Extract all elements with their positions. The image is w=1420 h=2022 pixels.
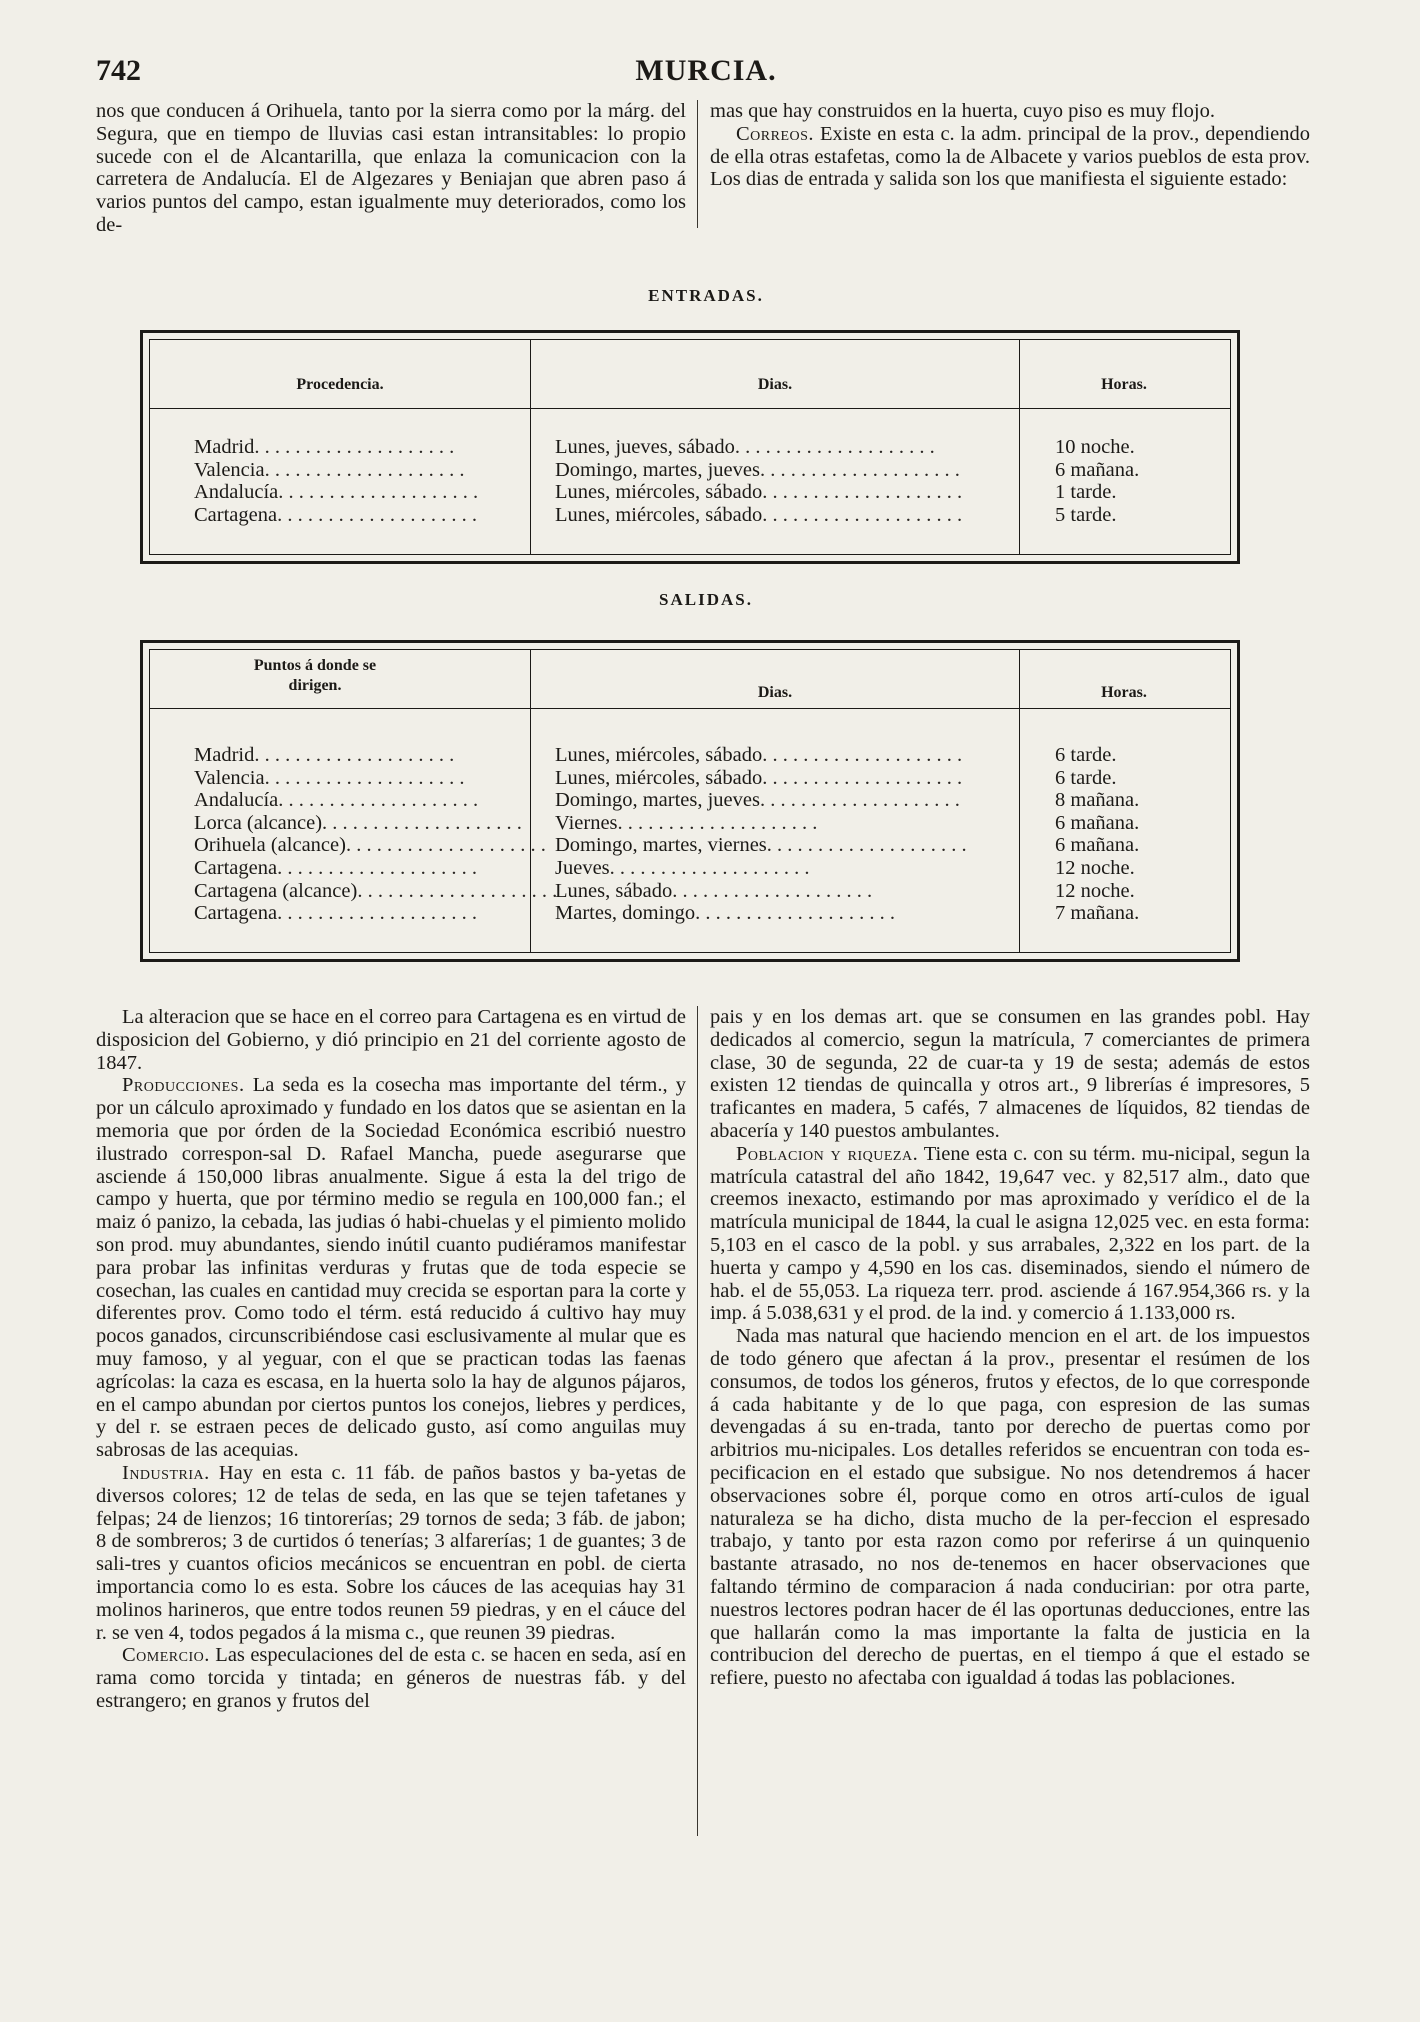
correos-paragraph (710, 123, 1310, 191)
table-row (150, 767, 1230, 790)
producciones-text: La seda es la cosecha mas importante del térm., y por un cálculo aproximado y fundado en los datos que se asientan en la memoria que por órden de la Sociedad Económica escribió nuestro ilustrado correspon-sal D. Rafael Mancha, puede asegurarse que asciende á 150,000 libras anualmente. Sigue á esta la del trigo de campo y huerta, que por término medio se regula en 100,000 fan.; el maiz ó panizo, la cebada, las judias ó habi-chuelas y el pimiento molido son prod. muy abundantes, siendo inútil cuanto pudiéramos manifestar para probar las infinitas verduras y frutas que de toda especie se cosechan, las cuales en cantidad muy crecida se esportan para la corte y diferentes prov. Como todo el térm. está reducido á cultivo hay muy pocos ganados, circunscribiéndose casi esclusivamente al mular que es muy famoso, y al yeguar, con el que se practican todas las faenas agrícolas: la caza es escasa, en la huerta solo la hay de algunos pájaros, en el campo abundan por ciertos puntos los conejos, liebres y perdices, y del r. se estraen peces de delicado gusto, así como anguilas muy sabrosas de las acequias. (96, 1074, 686, 1462)
column-divider-bottom (697, 1006, 698, 1836)
table-row (150, 834, 1230, 857)
place: Cartagena (194, 902, 278, 925)
place: Madrid (194, 744, 255, 766)
hour: 12 noche. (1055, 879, 1135, 902)
leader-dots: . . . . . . . . . . . . . . . . . . . . (254, 744, 455, 766)
entradas-title: ENTRADAS. (648, 286, 764, 305)
hour: 12 noche. (1055, 856, 1135, 879)
correos-text: Existe en esta c. la adm. principal de la prov., dependiendo de ella otras estafetas, como la de Albacete y varios pueblos de esta prov. Los dias de entrada y salida son los que manifiesta el siguiente estado: (710, 122, 1310, 191)
place: Valencia (194, 458, 265, 481)
column-divider-top (697, 100, 698, 228)
place: Valencia (194, 766, 265, 789)
days: Viernes (555, 811, 618, 834)
days: Lunes, miércoles, sábado (555, 766, 763, 789)
leader-dots: . . . . . . . . . . . . . . . . . . . . (357, 879, 558, 902)
leader-dots: . . . . . . . . . . . . . . . . . . . . (278, 481, 479, 504)
place: Cartagena (194, 856, 278, 879)
days: Domingo, martes, viernes (555, 834, 767, 857)
page-number: 742 (96, 54, 141, 87)
leader-dots: . . . . . . . . . . . . . . . . . . . . (762, 503, 963, 526)
hour: 1 tarde. (1055, 481, 1117, 504)
table-row (150, 857, 1230, 880)
leader-dots: . . . . . . . . . . . . . . . . . . . . (264, 766, 465, 789)
place: Orihuela (alcance) (194, 834, 346, 857)
salidas-header-dias: Dias. (757, 684, 793, 701)
leader-dots: . . . . . . . . . . . . . . . . . . . . (277, 856, 477, 879)
page-header (96, 54, 1316, 94)
poblacion-heading: Poblacion y riqueza. (736, 1142, 919, 1165)
comercio-paragraph (96, 1644, 686, 1712)
salidas-table (140, 640, 1240, 962)
industria-heading: Industria. (122, 1461, 210, 1484)
top-right-paragraph: mas que hay construidos en la huerta, cuyo piso es muy flojo. (710, 100, 1215, 122)
days: Jueves (555, 856, 610, 879)
leader-dots: . . . . . . . . . . . . . . . . . . . . (264, 458, 465, 481)
producciones-heading: Producciones. (122, 1074, 245, 1097)
table-row (150, 436, 1230, 459)
place: Andalucía (194, 481, 279, 504)
days: Domingo, martes, jueves (555, 789, 760, 812)
producciones-paragraph (96, 1074, 686, 1462)
hour: 6 mañana. (1055, 458, 1140, 481)
running-title: MURCIA. (635, 54, 777, 87)
days: Lunes, miércoles, sábado (555, 503, 763, 526)
place: Cartagena (194, 503, 278, 526)
days: Lunes, sábado (555, 879, 673, 902)
hour: 5 tarde. (1055, 503, 1117, 526)
top-right-column (710, 100, 1310, 191)
alteracion-paragraph: La alteracion que se hace en el correo para Cartagena es en virtud de disposicion del Gobierno, y dió principio en 21 del corriente agosto de 1847. (96, 1006, 686, 1074)
top-left-column (96, 100, 686, 237)
leader-dots: . . . . . . . . . . . . . . . . . . . . (766, 834, 967, 857)
leader-dots: . . . . . . . . . . . . . . . . . . . . (672, 879, 873, 902)
days: Domingo, martes, jueves (555, 458, 760, 481)
days: Lunes, miércoles, sábado (555, 481, 763, 504)
entradas-header-horas: Horas. (1101, 376, 1147, 393)
poblacion-text: Tiene esta c. con su térm. mu-nicipal, segun la matrícula catastral del año 1842, 19,647 vec. y 82,517 alm., dato que creemos inexacto, estimando por mas aproximado y verídico el de la matrícula municipal de 1844, la cual le asigna 12,025 vec. en esta forma: 5,103 en el casco de la pobl. y sus arrabales, 2,322 en los part. de la huerta y campo y 4,590 en los cas. diseminados, siendo el número de hab. el de 55,053. La riqueza terr. prod. asciende á 167.954,366 rs. y la imp. á 5.038,631 y el prod. de la ind. y comercio á 1.133,000 rs. (710, 1142, 1310, 1325)
entradas-table (140, 330, 1240, 564)
table-row (150, 902, 1230, 925)
hour: 6 tarde. (1055, 744, 1117, 766)
table-row (150, 459, 1230, 482)
impuestos-paragraph: Nada mas natural que haciendo mencion en el art. de los impuestos de todo género que afectan á la prov., presentar el resúmen de los consumos, de todos los géneros, frutos y efectos, de lo que corresponde á cada habitante y de lo que paga, con espresion de las sumas devengadas á su en-trada, tanto por derecho de puertas como por arbitrios mu-nicipales. Los detalles referidos se encuentran con toda es-pecificacion en el estado que subsigue. No nos detendremos á hacer observaciones sobre él, porque como en otros artí-culos de igual naturaleza se ha dicho, dista mucho de la per-feccion el espresado trabajo, y tanto por esta razon como por referirse á un quinquenio bastante atrasado, no nos de-tenemos en hacer observaciones que faltando término de comparacion á nada conducirian: por otra parte, nuestros lectores podran hacer de él las oportunas deducciones, entre las que hallarán como la mas importante la falta de justicia en la contribucion del derecho de puertas, en el tiempo á que el estado se refiere, puesto no afectaba con igualdad á todas las poblaciones. (710, 1325, 1310, 1690)
leader-dots: . . . . . . . . . . . . . . . . . . . . (734, 436, 935, 458)
top-left-paragraph: nos que conducen á Orihuela, tanto por la sierra como por la márg. del Segura, que en tiempo de lluvias casi estan intransitables: lo propio sucede con el de Alcantarilla, que enlaza la comunicacion con la carretera de Andalucía. El de Algezares y Beniajan que abren paso á varios puntos del campo, estan igualmente muy deteriorados, como los de- (96, 100, 686, 236)
place: Andalucía (194, 789, 279, 812)
bottom-left-column (96, 1006, 686, 1713)
entradas-table-inner (149, 339, 1231, 555)
leader-dots: . . . . . . . . . . . . . . . . . . . . (254, 436, 455, 458)
table-row (150, 504, 1230, 527)
place: Cartagena (alcance) (194, 879, 358, 902)
leader-dots: . . . . . . . . . . . . . . . . . . . . (322, 811, 522, 834)
leader-dots: . . . . . . . . . . . . . . . . . . . . (277, 503, 477, 526)
leader-dots: . . . . . . . . . . . . . . . . . . . . (762, 766, 963, 789)
hour: 8 mañana. (1055, 789, 1140, 812)
salidas-title: SALIDAS. (659, 590, 753, 609)
leader-dots: . . . . . . . . . . . . . . . . . . . . (759, 458, 960, 481)
salidas-header-puntos: Puntos á donde se dirigen. (253, 657, 377, 694)
leader-dots: . . . . . . . . . . . . . . . . . . . . (609, 856, 810, 879)
hour: 6 mañana. (1055, 834, 1140, 857)
days: Lunes, miércoles, sábado (555, 744, 763, 766)
leader-dots: . . . . . . . . . . . . . . . . . . . . (617, 811, 818, 834)
table-row (150, 812, 1230, 835)
leader-dots: . . . . . . . . . . . . . . . . . . . . (277, 902, 477, 925)
leader-dots: . . . . . . . . . . . . . . . . . . . . (762, 744, 963, 766)
leader-dots: . . . . . . . . . . . . . . . . . . . . (695, 902, 895, 925)
leader-dots: . . . . . . . . . . . . . . . . . . . . (345, 834, 546, 857)
hour: 7 mañana. (1055, 902, 1140, 925)
salidas-header-horas: Horas. (1101, 684, 1147, 701)
leader-dots: . . . . . . . . . . . . . . . . . . . . (759, 789, 960, 812)
entradas-rows (150, 436, 1230, 526)
entradas-header-row (150, 340, 1230, 409)
industria-text: Hay en esta c. 11 fáb. de paños bastos y ba-yetas de diversos colores; 12 de telas de seda, en las que se tejen tafetanes y felpas; 24 de lienzos; 16 tintorerías; 29 tornos de seda; 3 fáb. de jabon; 8 de sombreros; 3 de curtidos ó tenerías; 3 alfarerías; 1 de guantes; 3 de sali-tres y cuantos oficios mecánicos se encuentran en pobl. de cierta importancia como lo es esta. Sobre los cáuces de las acequias hay 31 molinos harineros, que entre todos reunen 59 piedras, y en el cáuce del r. se ven 4, todos pegados á la misma c., que reunen 39 piedras. (96, 1461, 686, 1644)
salidas-rows (150, 744, 1230, 925)
place: Madrid (194, 436, 255, 458)
correos-heading: Correos. (736, 122, 815, 145)
entradas-header-procedencia: Procedencia. (296, 376, 384, 393)
leader-dots: . . . . . . . . . . . . . . . . . . . . (762, 481, 963, 504)
days: Lunes, jueves, sábado (555, 436, 735, 458)
salidas-header-row (150, 650, 1230, 709)
salidas-table-inner (149, 649, 1231, 953)
days: Martes, domingo (555, 902, 696, 925)
table-row (150, 880, 1230, 903)
entradas-header-dias: Dias. (757, 376, 793, 393)
table-row (150, 744, 1230, 767)
comercio-continued-paragraph: pais y en los demas art. que se consumen en las grandes pobl. Hay dedicados al comercio, segun la matrícula, 7 comerciantes de primera clase, 30 de segunda, 22 de cuar-ta y 19 de sesta; además de estos existen 12 tiendas de quincalla y otros art., 9 librerías é impresores, 5 traficantes en madera, 5 cafés, 7 almacenes de líquidos, 82 tiendas de abacería y 140 puestos ambulantes. (710, 1006, 1310, 1142)
hour: 10 noche. (1055, 436, 1135, 458)
hour: 6 tarde. (1055, 766, 1117, 789)
place: Lorca (alcance) (194, 811, 323, 834)
table-row (150, 481, 1230, 504)
comercio-text: Las especulaciones del de esta c. se hacen en seda, así en rama como torcida y tintada; en géneros de nuestras fáb. y del estrangero; en granos y frutos del (96, 1644, 686, 1712)
hour: 6 mañana. (1055, 811, 1140, 834)
table-row (150, 789, 1230, 812)
leader-dots: . . . . . . . . . . . . . . . . . . . . (278, 789, 479, 812)
industria-paragraph (96, 1462, 686, 1644)
poblacion-paragraph (710, 1143, 1310, 1325)
comercio-heading: Comercio. (122, 1644, 210, 1667)
bottom-right-column (710, 1006, 1310, 1690)
